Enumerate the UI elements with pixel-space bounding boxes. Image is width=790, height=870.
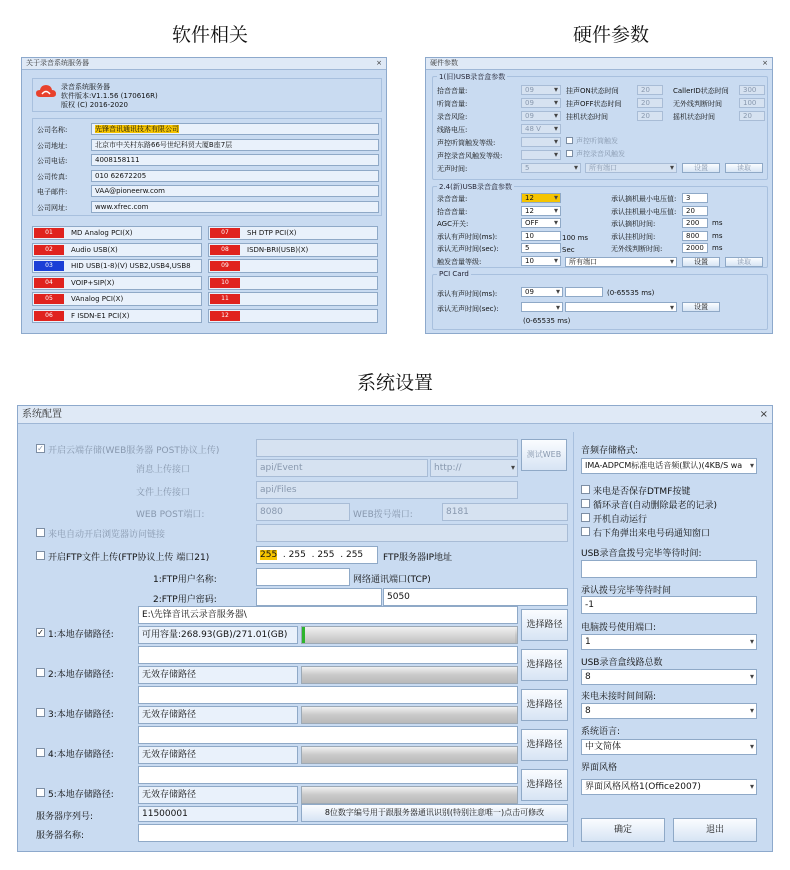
hw-input[interactable]: 20 [637,98,663,108]
card-slot [32,259,202,273]
read-button[interactable]: 读取 [725,163,763,173]
browser-url-input[interactable] [256,524,568,542]
card-number-badge: 03 [34,261,64,271]
info-label: 公司名称: [37,126,68,134]
card-number-badge: 10 [210,278,240,288]
ip-octet: 255 [317,550,335,560]
capacity-text: 可用容量:268.93(GB)/271.01(GB) [138,626,298,644]
language-select[interactable]: 中文简体 ▾ [581,739,757,755]
product-name: 录音系统服务器 [61,83,110,91]
ip-octet: 255 [345,550,364,560]
card-number-badge: 11 [210,294,240,304]
heading-software: 软件相关 [171,24,248,46]
card-name: SH DTP PCI(X) [247,229,297,237]
checkbox[interactable] [566,150,573,157]
choose-path-button[interactable]: 选择路径 [521,609,568,641]
card-number-badge: 01 [34,228,64,238]
heading-system: 系统设置 [356,372,433,394]
file-upload-input[interactable]: api/Files [256,481,518,499]
column-divider [573,432,574,847]
field-label: 拾音音量: [437,87,468,95]
cloud-url-input[interactable] [256,439,518,457]
field-label: 承认挂机时间: [611,232,656,241]
web-dial-port-input[interactable]: 8181 [442,503,568,521]
hw-field[interactable]: 10 [521,231,561,241]
system-config-window [17,405,773,852]
read-button[interactable]: 读取 [725,257,763,267]
heading-hardware: 硬件参数 [572,24,649,46]
company-info-panel [32,118,382,216]
card-slot [32,226,202,240]
card-number-badge: 04 [34,278,64,288]
field-label: 承认摘机最小电压值: [611,195,677,203]
hw-select[interactable]: 5 ▾ [521,163,581,173]
info-value [91,201,379,213]
card-number-badge: 05 [34,294,64,304]
hw-title: 硬件参数 [430,59,458,67]
net-port-label: 网络通讯端口(TCP) [353,575,431,585]
pci-input[interactable] [565,287,603,297]
path-checkbox[interactable]: ✓ [37,628,44,637]
ui-style-select[interactable]: 界面风格风格1(Office2007) ▾ [581,779,757,795]
path-input[interactable] [138,766,518,784]
field-label: 承认有声时间(ms): [437,232,498,241]
pci-port-select[interactable] [565,302,677,312]
msg-upload-input[interactable]: api/Event [256,459,428,477]
field-label: 无声时间: [437,165,468,173]
hw-select[interactable]: 09 ▾ [521,85,561,95]
card-number-badge: 12 [210,311,240,321]
path-checkbox[interactable] [36,668,45,677]
hw-field[interactable]: OFF ▾ [521,218,561,228]
serial-label: 服务器序列号: [36,812,94,822]
info-value-text: 北京市中关村东路66号世纪科贸大厦B座7层 [95,140,233,149]
ftp-ip-label: FTP服务器IP地址 [383,553,453,563]
hw-select[interactable] [521,137,561,147]
path-label: 5:本地存储路径: [48,790,114,800]
hw-input[interactable]: 2000 [682,243,708,253]
ui-style-label: 界面风格 [581,763,618,773]
option-checkbox[interactable] [581,527,590,536]
card-slot [32,243,202,257]
language-label: 系统语言: [581,727,621,737]
field-label: 承认挂机最小电压值: [611,207,677,216]
choose-path-button[interactable]: 选择路径 [521,649,568,681]
card-number-badge: 08 [210,245,240,255]
option-label: 右下角弹出来电号码通知窗口 [593,529,711,539]
hw-field[interactable]: 5 [521,243,561,253]
hw-select[interactable]: 09 ▾ [521,98,561,108]
pci-silence-time-select[interactable] [521,302,563,312]
hw-select[interactable] [521,150,561,160]
unit-label: Sec [562,246,575,254]
field-label: 触发音量等级: [437,257,482,266]
field-label: 承认无声时间(sec): [437,245,499,253]
serial-edit-button[interactable]: 8位数字编号用于跟服务器通讯识别(特别注意唯一)点击可修改 [301,804,568,822]
choose-path-button[interactable]: 选择路径 [521,769,568,801]
card-slot [208,292,378,306]
version-text: 软件版本:V1.1.56 (170616R) [61,92,158,100]
card-name: ISDN-BRI(USB)(X) [247,245,309,254]
wait-label: USB录音盒拨号完毕等待时间: [581,549,702,559]
copyright-text: 版权 (C) 2016-2020 [61,101,128,109]
hw-group-pci [432,270,768,330]
option-checkbox[interactable] [581,485,590,494]
choose-path-button[interactable]: 选择路径 [521,729,568,761]
set-button[interactable]: 设置 [682,257,720,267]
field-label: 无外线判断时间 [673,100,722,108]
field-label: 线路电压: [437,126,468,134]
hw-titlebar [426,58,772,70]
path-input[interactable] [138,646,518,664]
field-label: WEB POST端口: [136,510,205,520]
field-label: CallerID状态时间 [673,87,729,95]
ftp-user-input[interactable] [256,568,350,586]
wait-input[interactable] [581,560,757,578]
checkbox[interactable] [566,137,573,144]
test-web-button[interactable]: 测试WEB [521,439,567,471]
unit-label: ms [712,219,723,227]
card-number-badge: 07 [210,228,240,238]
ip-octet: 255 [260,550,278,560]
sys-titlebar [18,406,772,424]
card-name: HID USB(1-8)(V) USB2,USB4,USB8 [71,262,191,270]
unit-label: ms [712,231,723,240]
path-label: 2:本地存储路径: [48,670,114,680]
field-label: 声控听筒触发等级: [437,139,496,147]
set-button[interactable]: 设置 [682,302,720,312]
hw-select[interactable]: 48 V ▾ [521,124,561,134]
info-value [91,123,379,135]
hw-field[interactable]: 12 ▾ [521,206,561,216]
card-slot [32,276,202,290]
auto-browser-checkbox[interactable] [36,528,45,537]
field-label: 挂声OFF状态时间 [566,100,622,108]
choose-path-button[interactable]: 选择路径 [521,689,568,721]
set-button[interactable]: 设置 [682,163,720,173]
path-input[interactable]: E:\先锋音讯云录音服务器\ [138,606,518,624]
capacity-bar-fill [302,627,515,643]
line-total-select[interactable]: 8 ▾ [581,669,757,685]
hw-select[interactable]: 09 ▾ [521,111,561,121]
option-checkbox[interactable] [581,499,590,508]
auto-browser-label: 来电自动开启浏览器访问链接 [48,530,166,540]
confirm-input[interactable]: -1 [581,596,757,614]
capacity-bar [301,626,518,644]
pci-sound-time-select[interactable]: 09 ▾ [521,287,563,297]
field-label: 拾音音量: [437,207,468,216]
card-slot [32,292,202,306]
port-select[interactable]: 所有端口 ▾ [565,257,677,267]
missed-interval-select[interactable]: 8 ▾ [581,703,757,719]
ftp-checkbox[interactable] [36,551,45,560]
field-label: 消息上传接口 [136,465,191,475]
close-icon[interactable]: × [376,59,382,67]
cloud-storage-label: 开启云端存储(WEB服务器 POST协议上传) [48,446,220,456]
path-label: 4:本地存储路径: [48,750,114,760]
info-label: 公司电话: [37,157,68,165]
field-label: 摇机状态时间 [673,113,715,121]
info-value-text: 010 62672205 [95,171,147,180]
field-label: AGC开关: [437,220,469,228]
card-slot [208,309,378,323]
hw-input[interactable]: 300 [739,85,765,95]
about-window [21,57,387,334]
ok-button[interactable]: 确定 [581,818,665,842]
ftp-password-label: 2:FTP用户密码: [153,595,217,605]
field-label: 挂机状态时间 [566,113,608,121]
field-label: 文件上传接口 [136,488,191,498]
hw-input[interactable]: 200 [682,218,708,228]
field-label: 声控录音风触发等级: [437,152,503,160]
hw-input[interactable]: 20 [637,85,663,95]
audio-format-select[interactable]: IMA-ADPCM标准电话音频(默认)(4KB/S wa ▾ [581,458,757,474]
info-value [91,154,379,166]
card-slot [208,226,378,240]
hw-input[interactable]: 20 [739,111,765,121]
card-name: F ISDN-E1 PCI(X) [71,311,130,320]
hw-field[interactable]: 10 ▾ [521,256,561,266]
card-slot [32,309,202,323]
info-value [91,139,379,151]
card-slot [208,276,378,290]
capacity-text: 无效存储路径 [138,786,298,804]
option-label: 开机自动运行 [593,515,648,525]
hw-input[interactable]: 20 [682,206,708,216]
card-number-badge: 06 [34,311,64,321]
path-input[interactable] [138,686,518,704]
exit-button[interactable]: 退出 [673,818,757,842]
path-label: 3:本地存储路径: [48,710,114,720]
info-value-text: www.xfrec.com [95,202,149,211]
path-checkbox[interactable] [36,708,45,717]
serial-value: 11500001 [138,806,298,822]
protocol-select[interactable]: http:// ▾ [430,459,518,477]
group-title: 2.4(新)USB录音盒参数 [439,183,512,191]
hw-field[interactable]: 12 ▾ [521,193,561,203]
field-label: WEB拨号端口: [353,510,413,520]
capacity-text: 无效存储路径 [138,666,298,684]
sys-title: 系统配置 [22,409,62,420]
card-number-badge: 09 [210,261,240,271]
card-list [32,226,382,328]
capacity-text: 无效存储路径 [138,706,298,724]
ftp-password-input[interactable] [256,588,382,606]
ftp-ip-input[interactable]: 255 . 255 . 255 . 255 [256,546,378,564]
missed-interval-label: 来电未接时间间隔: [581,692,657,702]
checkbox-label: 声控听筒触发 [576,137,618,145]
group-title: PCI Card [439,270,469,278]
info-value [91,185,379,197]
hw-group-old-usb [432,73,768,180]
ftp-user-label: 1:FTP用户名称: [153,575,217,585]
unit-label: ms [712,244,723,252]
net-port-input[interactable]: 5050 [383,588,568,606]
info-label: 公司传真: [37,172,68,181]
option-label: 来电是否保存DTMF按键 [593,487,691,497]
capacity-text: 无效存储路径 [138,746,298,764]
about-header-panel [32,78,382,112]
path-checkbox[interactable] [36,788,45,797]
field-label: 录音音量: [437,195,468,203]
field-label: 挂声ON状态时间 [566,87,619,95]
confirm-label: 承认拨号完毕等待时间 [581,586,672,596]
card-slot [208,259,378,273]
capacity-bar [301,666,518,684]
web-post-port-input[interactable]: 8080 [256,503,350,521]
unit-label: 100 ms [562,234,589,242]
port-select[interactable]: 所有端口 ▾ [585,163,677,173]
info-value [91,170,379,182]
card-slot [208,243,378,257]
range-hint: (0-65535 ms) [607,289,655,297]
card-name: MD Analog PCI(X) [71,229,133,237]
about-titlebar [22,58,386,70]
info-value-text: VAA@pioneerw.com [95,187,165,195]
info-value-text: 先锋音讯通讯技术有限公司 [95,125,179,133]
field-label: 无外线判断时间: [611,245,663,253]
field-label: 听筒音量: [437,100,468,108]
range-hint: (0-65535 ms) [523,317,571,325]
path-input[interactable] [138,726,518,744]
field-label: 录音风险: [437,113,468,121]
info-label: 公司地址: [37,141,68,150]
field-label: 承认有声时间(ms): [437,290,498,298]
path-label: 1:本地存储路径: [48,630,114,640]
option-label: 循环录音(自动删除最老的记录) [593,501,718,511]
group-title: 1(旧)USB录音盒参数 [439,73,506,81]
info-label: 电子邮件: [37,188,68,196]
capacity-bar [301,746,518,764]
option-checkbox[interactable] [581,513,590,522]
dial-port-select[interactable]: 1 ▾ [581,634,757,650]
line-total-label: USB录音盒线路总数 [581,658,663,668]
hw-input[interactable]: 3 [682,193,708,203]
capacity-bar [301,706,518,724]
hw-input[interactable]: 800 [682,231,708,241]
about-title: 关于录音系统服务器 [26,59,89,67]
audio-format-label: 音频存储格式: [581,446,639,456]
hw-input[interactable]: 20 [637,111,663,121]
hw-input[interactable]: 100 [739,98,765,108]
checkbox-label: 声控录音风触发 [576,150,625,158]
cloud-icon [36,84,56,98]
card-name: Audio USB(X) [71,245,118,254]
server-name-label: 服务器名称: [36,831,85,841]
ip-octet: 255 [288,550,306,560]
close-icon[interactable]: × [762,59,768,67]
card-number-badge: 02 [34,245,64,255]
hardware-window [425,57,773,334]
field-label: 承认无声时间(sec): [437,305,499,313]
dial-port-label: 电脑拨号使用端口: [581,623,657,633]
info-value-text: 4008158111 [95,156,140,164]
ftp-label: 开启FTP文件上传(FTP协议上传 端口21) [48,553,210,563]
server-name-input[interactable] [138,824,568,842]
cloud-storage-checkbox[interactable]: ✓ [37,444,44,453]
close-icon[interactable]: × [759,409,768,420]
field-label: 承认摘机时间: [611,220,656,228]
info-label: 公司网址: [37,203,68,212]
hw-group-new-usb [432,183,768,268]
path-checkbox[interactable] [36,748,45,757]
card-name: VOIP+SIP(X) [71,278,115,287]
capacity-bar [301,786,518,804]
card-name: VAnalog PCI(X) [71,295,124,303]
